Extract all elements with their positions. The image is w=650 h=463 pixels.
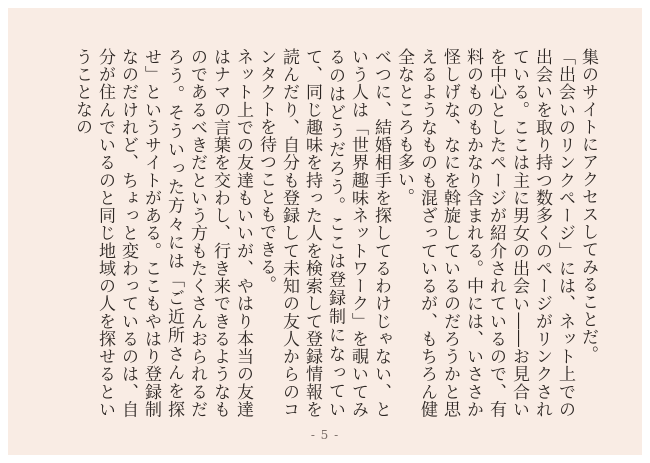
vertical-body-text — [70, 48, 599, 418]
paragraph-4: ネット上での友達もいいが、やはり本当の友達はナマの言葉を交わし、行き来できるようなものであるべきだという方もたくさんおられるだろう。そういった方々には「ご近所さんを探せ」というサイトがある。ここもやはり登録制なのだけれど、ちょっと変わっているのは、自分が住んでいるのと同じ地域の人を探せるということなの — [72, 48, 253, 418]
paragraph-1: 集のサイトにアクセスしてみることだ。 — [578, 48, 598, 363]
paragraph-3: べつに、結婚相手を探してるわけじゃない、という人は「世界趣味ネットワーク」を覗いてみるのはどうだろう。ここは登録制になっていて、同じ趣味を持った人を検索して登録情報を読んだり、自分も登録して未知の友人からのコンタクトを待つこともできる。 — [256, 48, 391, 418]
page-number: - 5 - — [310, 428, 340, 442]
paragraph-2: 「出会いのリンクページ」には、ネット上での出会いを取り持つ数多くのページがリンクされている。ここは主に男女の出会い――お見合いを中心としたページが紹介されているので、有料のものもかなり含まれる。中には、いささか怪しげな、なにを斡旋しているのだろうかと思えるようなものも混ざっているが、もちろん健全なところも多い。 — [394, 48, 575, 418]
book-page — [8, 8, 642, 455]
